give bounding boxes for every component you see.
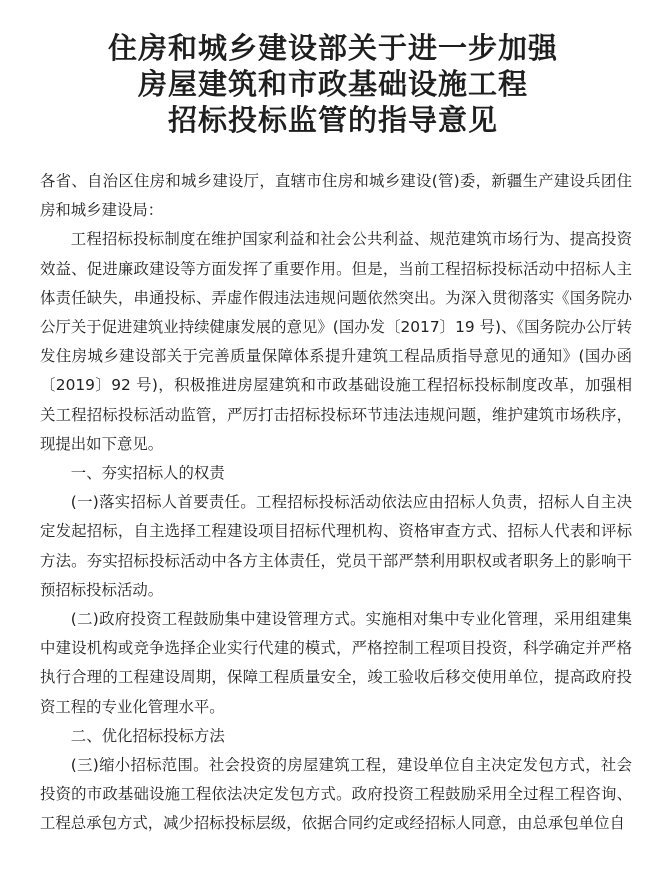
title-line-1: 住房和城乡建设部关于进一步加强 bbox=[107, 31, 558, 65]
item-paragraph-1: (一)落实招标人首要责任。工程招标投标活动依法应由招标人负责，招标人自主决定发起招标，自主选择工程建设项目招标代理机构、资格审查方式、招标人代表和评标方法。夯实招标投标活动中各方主体责任，党员干部严禁利用职权或者职务上的影响干预招标投标活动。 bbox=[40, 493, 632, 599]
section-heading-1: 一、夯实招标人的权责 bbox=[70, 464, 225, 483]
section-heading-2: 二、优化招标投标方法 bbox=[70, 726, 225, 745]
title-line-3: 招标投标监管的指导意见 bbox=[167, 103, 498, 137]
intro-paragraph: 工程招标投标制度在维护国家利益和社会公共利益、规范建筑市场行为、提高投资效益、促进廉政建设等方面发挥了重要作用。但是，当前工程招标投标活动中招标人主体责任缺失，串通投标、弄虚作假违法违规问题依然突出。为深入贯彻落实《国务院办公厅关于促进建筑业持续健康发展的意见》(国办发〔2017〕19 号)、《国务院办公厅转发住房城乡建设部关于完善质量保障体系提升建筑工程品质指导意见的通知》(国办函〔2019〕92 号)，积极推进房屋建筑和市政基础设施工程招标投标制度改革，加强相关工程招标投标活动监管，严厉打击招标投标环节违法违规问题，维护建筑市场秩序，现提出如下意见。 bbox=[40, 230, 632, 453]
title-line-2: 房屋建筑和市政基础设施工程 bbox=[137, 67, 528, 101]
document-body bbox=[40, 167, 632, 839]
item-paragraph-3: (三)缩小招标范围。社会投资的房屋建筑工程，建设单位自主决定发包方式，社会投资的市政基础设施工程依法决定发包方式。政府投资工程鼓励采用全过程工程咨询、工程总承包方式，减少招标投标层级，依据合同约定或经招标人同意，由总承包单位自 bbox=[40, 756, 632, 833]
item-paragraph-2: (二)政府投资工程鼓励集中建设管理方式。实施相对集中专业化管理，采用组建集中建设机构或竞争选择企业实行代建的模式，严格控制工程项目投资，科学确定并严格执行合理的工程建设周期，保障工程质量安全，竣工验收后移交使用单位，提高政府投资工程的专业化管理水平。 bbox=[40, 610, 632, 716]
salutation: 各省、自治区住房和城乡建设厅，直辖市住房和城乡建设(管)委，新疆生产建设兵团住房和城乡建设局： bbox=[40, 172, 632, 220]
document-title bbox=[0, 30, 666, 138]
